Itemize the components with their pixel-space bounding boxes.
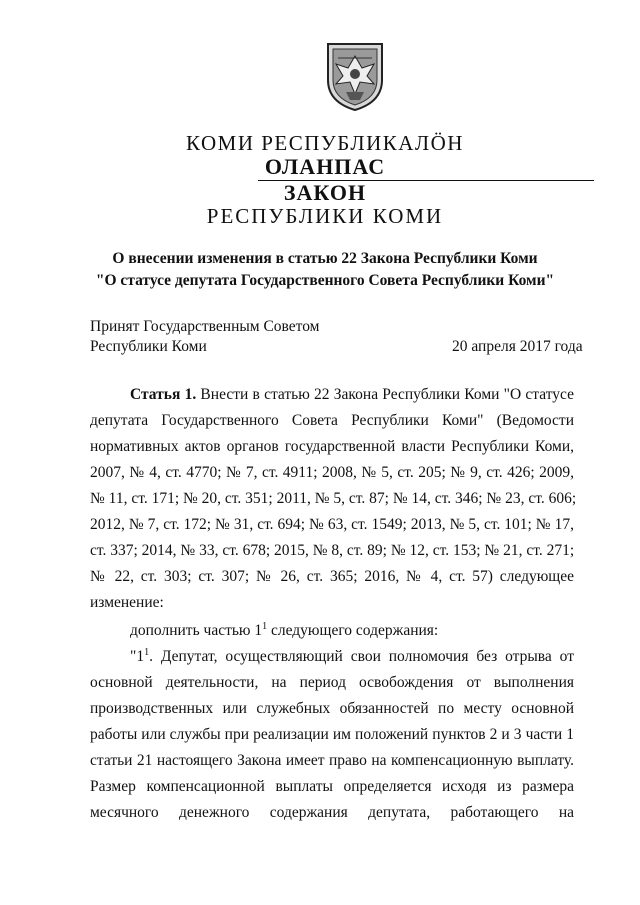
body-line: 2007, № 4, ст. 4770; № 7, ст. 4911; 2008, № 5, ст. 205; № 9, ст. 426; 2009, xyxy=(90,464,574,481)
document-title-line-1: О внесении изменения в статью 22 Закона Республики Коми xyxy=(112,250,538,267)
header-republic: РЕСПУБЛИКИ КОМИ xyxy=(206,204,444,228)
quote-first-line xyxy=(130,648,574,666)
header-komi-name: КОМИ РЕСПУБЛИКАЛӦН xyxy=(186,131,464,155)
body-line: нормативных актов органов государственной власти Республики Коми, xyxy=(90,438,574,455)
article-label: Статья 1. xyxy=(130,386,197,403)
quote-line: работы или службы при реализации им положений пунктов 2 и 3 части 1 xyxy=(90,726,574,743)
adoption-date: 20 апреля 2017 года xyxy=(452,338,583,355)
supplement-superscript: 1 xyxy=(262,620,268,632)
quote-line: статьи 21 настоящего Закона имеет право на компенсационную выплату. xyxy=(90,752,574,769)
adoption-line-1: Принят Государственным Советом xyxy=(90,318,320,335)
body-line: 2012, № 7, ст. 172; № 31, ст. 694; № 63, ст. 1549; 2013, № 5, ст. 101; № 17, xyxy=(90,516,574,533)
quote-text-post: . Депутат, осуществляющий свои полномочия без отрыва от xyxy=(149,648,574,665)
body-line: изменение: xyxy=(90,594,164,611)
header-olanpas: ОЛАНПАС xyxy=(264,154,386,179)
supplement-text-post: следующего содержания: xyxy=(267,622,439,639)
article-first-line xyxy=(130,386,574,404)
quote-line: основной деятельности, на период освобождения от выполнения xyxy=(90,674,574,691)
coat-of-arms-emblem xyxy=(324,40,386,112)
quote-line: Размер компенсационной выплаты определяется исходя из размера xyxy=(90,778,574,795)
quote-superscript: 1 xyxy=(144,646,150,658)
body-line: депутата Государственного Совета Республики Коми" (Ведомости xyxy=(90,412,574,429)
document-title-line-2: "О статусе депутата Государственного Совета Республики Коми" xyxy=(95,272,555,289)
supplement-text-pre: дополнить частью 1 xyxy=(130,622,263,639)
quote-text-pre: "1 xyxy=(130,648,145,665)
body-line: № 11, ст. 171; № 20, ст. 351; 2011, № 5, ст. 87; № 14, ст. 346; № 23, ст. 606; xyxy=(90,490,577,507)
body-line: № 22, ст. 303; ст. 307; № 26, ст. 365; 2016, № 4, ст. 57) следующее xyxy=(90,568,574,585)
supplement-line xyxy=(130,622,574,640)
quote-line: производственных или служебных обязанностей по месту основной xyxy=(90,700,574,717)
article-first-line-text: Внести в статью 22 Закона Республики Коми "О статусе xyxy=(196,386,574,403)
quote-line: месячного денежного содержания депутата, работающего на xyxy=(90,804,574,821)
body-line: ст. 337; 2014, № 33, ст. 678; 2015, № 8, ст. 89; № 12, ст. 153; № 21, ст. 271; xyxy=(90,542,575,559)
adoption-line-2: Республики Коми xyxy=(90,338,207,355)
header-zakon: ЗАКОН xyxy=(283,180,367,205)
